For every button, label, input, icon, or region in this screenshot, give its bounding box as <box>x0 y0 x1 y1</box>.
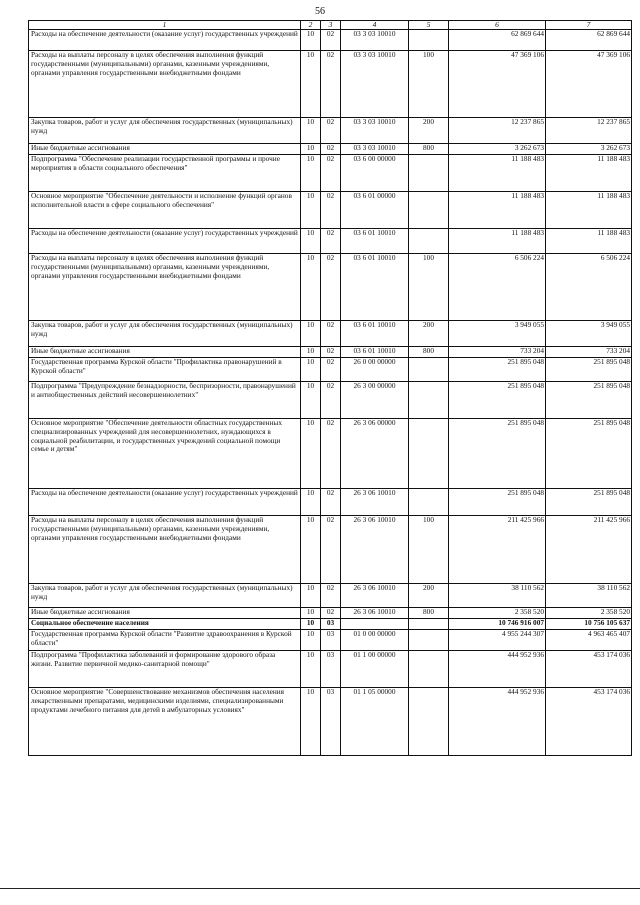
row-expense-type <box>409 630 449 651</box>
col-header-csr: 4 <box>341 21 409 30</box>
table-row <box>29 608 632 619</box>
row-expense-type <box>409 30 449 51</box>
row-expense-type: 800 <box>409 347 449 358</box>
col-header-pr: 3 <box>321 21 341 30</box>
row-subsection: 02 <box>321 321 341 347</box>
table-row <box>29 321 632 347</box>
row-subsection: 02 <box>321 30 341 51</box>
table-row <box>29 229 632 254</box>
row-amount-year1: 11 188 483 <box>449 192 546 229</box>
row-name: Закупка товаров, работ и услуг для обеспечения государственных (муниципальных) нужд <box>29 118 301 144</box>
table-row <box>29 155 632 192</box>
row-amount-year2: 11 188 483 <box>546 192 632 229</box>
row-amount-year1: 38 110 562 <box>449 584 546 608</box>
row-target-article: 03 6 00 00000 <box>341 155 409 192</box>
table-row <box>29 651 632 688</box>
budget-table <box>28 20 632 756</box>
row-amount-year2: 251 895 048 <box>546 358 632 382</box>
row-expense-type <box>409 192 449 229</box>
row-amount-year2: 453 174 036 <box>546 651 632 688</box>
row-expense-type: 100 <box>409 516 449 584</box>
row-name: Расходы на выплаты персоналу в целях обеспечения выполнения функций государственными (муниципальными) органами, казенными учреждениями, органами управления государственными внебюджетными фондами <box>29 51 301 118</box>
row-section: 10 <box>301 192 321 229</box>
row-section: 10 <box>301 651 321 688</box>
row-section: 10 <box>301 584 321 608</box>
row-amount-year1: 251 895 048 <box>449 358 546 382</box>
row-target-article: 03 3 03 10010 <box>341 144 409 155</box>
row-subsection: 02 <box>321 347 341 358</box>
table-row <box>29 254 632 321</box>
row-target-article: 03 6 01 10010 <box>341 347 409 358</box>
row-amount-year1: 251 895 048 <box>449 489 546 516</box>
table-row <box>29 489 632 516</box>
row-amount-year2: 251 895 048 <box>546 419 632 489</box>
row-amount-year1: 62 869 644 <box>449 30 546 51</box>
row-name: Основное мероприятие "Обеспечение деятельности и исполнение функций органов исполнительной власти в сфере социального обеспечения" <box>29 192 301 229</box>
row-amount-year2: 11 188 483 <box>546 229 632 254</box>
row-amount-year2: 4 963 465 407 <box>546 630 632 651</box>
row-amount-year2: 11 188 483 <box>546 155 632 192</box>
row-subsection: 02 <box>321 584 341 608</box>
row-section: 10 <box>301 254 321 321</box>
table-row <box>29 584 632 608</box>
row-name: Расходы на обеспечение деятельности (оказание услуг) государственных учреждений <box>29 30 301 51</box>
row-amount-year1: 733 204 <box>449 347 546 358</box>
row-amount-year2: 2 358 520 <box>546 608 632 619</box>
row-amount-year2: 62 869 644 <box>546 30 632 51</box>
row-subsection: 02 <box>321 192 341 229</box>
row-target-article: 26 3 06 10010 <box>341 584 409 608</box>
row-subsection: 02 <box>321 118 341 144</box>
row-subsection: 02 <box>321 489 341 516</box>
row-target-article: 26 0 00 00000 <box>341 358 409 382</box>
row-amount-year1: 444 952 936 <box>449 688 546 756</box>
row-section: 10 <box>301 30 321 51</box>
row-target-article: 03 6 01 10010 <box>341 254 409 321</box>
row-subsection: 02 <box>321 608 341 619</box>
row-amount-year2: 38 110 562 <box>546 584 632 608</box>
row-amount-year1: 12 237 865 <box>449 118 546 144</box>
row-subsection: 02 <box>321 144 341 155</box>
col-header-year1: 6 <box>449 21 546 30</box>
col-header-rz: 2 <box>301 21 321 30</box>
table-row <box>29 144 632 155</box>
row-target-article: 01 1 00 00000 <box>341 651 409 688</box>
row-expense-type <box>409 229 449 254</box>
row-section: 10 <box>301 358 321 382</box>
row-target-article: 26 3 00 00000 <box>341 382 409 419</box>
row-subsection: 02 <box>321 155 341 192</box>
row-expense-type: 200 <box>409 584 449 608</box>
row-expense-type: 200 <box>409 118 449 144</box>
row-subsection: 02 <box>321 229 341 254</box>
row-target-article: 03 6 01 10010 <box>341 229 409 254</box>
row-amount-year2: 10 756 105 637 <box>546 619 632 630</box>
row-amount-year1: 2 358 520 <box>449 608 546 619</box>
row-target-article: 03 3 03 10010 <box>341 51 409 118</box>
row-section: 10 <box>301 489 321 516</box>
row-name: Основное мероприятие "Обеспечение деятельности областных государственных специализированных учреждений для несовершеннолетних, нуждающихся в социальной реабилитации, и государственных учреждений социальной помощи семье и детям" <box>29 419 301 489</box>
row-subsection: 03 <box>321 619 341 630</box>
row-amount-year1: 11 188 483 <box>449 229 546 254</box>
row-target-article: 26 3 06 10010 <box>341 516 409 584</box>
row-name: Подпрограмма "Профилактика заболеваний и формирование здорового образа жизни. Развитие первичной медико-санитарной помощи" <box>29 651 301 688</box>
row-section: 10 <box>301 516 321 584</box>
row-name: Социальное обеспечение населения <box>29 619 301 630</box>
row-section: 10 <box>301 608 321 619</box>
row-name: Подпрограмма "Обеспечение реализации государственной программы и прочие мероприятия в области социального обеспечения" <box>29 155 301 192</box>
row-amount-year2: 3 949 055 <box>546 321 632 347</box>
row-name: Расходы на обеспечение деятельности (оказание услуг) государственных учреждений <box>29 489 301 516</box>
row-subsection: 02 <box>321 382 341 419</box>
row-section: 10 <box>301 51 321 118</box>
row-amount-year1: 251 895 048 <box>449 382 546 419</box>
row-expense-type: 200 <box>409 321 449 347</box>
row-expense-type <box>409 155 449 192</box>
table-row <box>29 382 632 419</box>
row-amount-year2: 733 204 <box>546 347 632 358</box>
row-name: Подпрограмма "Предупреждение безнадзорности, беспризорности, правонарушений и антиобщественных действий несовершеннолетних" <box>29 382 301 419</box>
row-expense-type: 800 <box>409 144 449 155</box>
row-expense-type: 100 <box>409 51 449 118</box>
row-name: Расходы на выплаты персоналу в целях обеспечения выполнения функций государственными (муниципальными) органами, казенными учреждениями, органами управления государственными внебюджетными фондами <box>29 516 301 584</box>
row-target-article: 26 3 06 00000 <box>341 419 409 489</box>
row-name: Расходы на выплаты персоналу в целях обеспечения выполнения функций государственными (муниципальными) органами, казенными учреждениями, органами управления государственными внебюджетными фондами <box>29 254 301 321</box>
row-name: Закупка товаров, работ и услуг для обеспечения государственных (муниципальных) нужд <box>29 584 301 608</box>
row-amount-year1: 211 425 966 <box>449 516 546 584</box>
row-target-article: 26 3 06 10010 <box>341 489 409 516</box>
page-number: 56 <box>315 6 325 17</box>
row-expense-type <box>409 382 449 419</box>
row-amount-year2: 47 369 106 <box>546 51 632 118</box>
row-name: Иные бюджетные ассигнования <box>29 347 301 358</box>
row-section: 10 <box>301 619 321 630</box>
row-subsection: 03 <box>321 688 341 756</box>
row-section: 10 <box>301 347 321 358</box>
table-row <box>29 51 632 118</box>
row-section: 10 <box>301 118 321 144</box>
col-header-vr: 5 <box>409 21 449 30</box>
row-section: 10 <box>301 321 321 347</box>
table-row <box>29 358 632 382</box>
table-row <box>29 347 632 358</box>
row-target-article: 01 1 05 00000 <box>341 688 409 756</box>
row-subsection: 02 <box>321 51 341 118</box>
row-subsection: 03 <box>321 630 341 651</box>
row-subsection: 02 <box>321 516 341 584</box>
row-name: Основное мероприятие "Совершенствование механизмов обеспечения населения лекарственными препаратами, медицинскими изделиями, специализированными продуктами лечебного питания для детей в амбулаторных условиях" <box>29 688 301 756</box>
row-target-article: 03 6 01 10010 <box>341 321 409 347</box>
row-expense-type <box>409 489 449 516</box>
row-target-article: 03 3 03 10010 <box>341 118 409 144</box>
row-target-article: 01 0 00 00000 <box>341 630 409 651</box>
row-amount-year2: 211 425 966 <box>546 516 632 584</box>
row-name: Государственная программа Курской области "Профилактика правонарушений в Курской области" <box>29 358 301 382</box>
row-subsection: 02 <box>321 358 341 382</box>
row-amount-year1: 3 949 055 <box>449 321 546 347</box>
header-row <box>29 21 632 30</box>
row-amount-year2: 251 895 048 <box>546 489 632 516</box>
row-amount-year2: 251 895 048 <box>546 382 632 419</box>
row-name: Иные бюджетные ассигнования <box>29 144 301 155</box>
bottom-rule <box>0 888 640 889</box>
col-header-year2: 7 <box>546 21 632 30</box>
row-section: 10 <box>301 419 321 489</box>
table-row <box>29 688 632 756</box>
row-expense-type: 800 <box>409 608 449 619</box>
row-name: Расходы на обеспечение деятельности (оказание услуг) государственных учреждений <box>29 229 301 254</box>
table-row <box>29 630 632 651</box>
row-amount-year1: 251 895 048 <box>449 419 546 489</box>
row-expense-type <box>409 358 449 382</box>
row-expense-type <box>409 419 449 489</box>
row-amount-year1: 444 952 936 <box>449 651 546 688</box>
table-body <box>29 30 632 756</box>
row-expense-type <box>409 651 449 688</box>
row-amount-year1: 11 188 483 <box>449 155 546 192</box>
row-target-article <box>341 619 409 630</box>
row-section: 10 <box>301 630 321 651</box>
row-expense-type <box>409 688 449 756</box>
table-row <box>29 516 632 584</box>
row-target-article: 26 3 06 10010 <box>341 608 409 619</box>
row-target-article: 03 6 01 00000 <box>341 192 409 229</box>
col-header-name: 1 <box>29 21 301 30</box>
row-expense-type <box>409 619 449 630</box>
table-row <box>29 192 632 229</box>
row-amount-year1: 47 369 106 <box>449 51 546 118</box>
table-row <box>29 419 632 489</box>
row-name: Государственная программа Курской области "Развитие здравоохранения в Курской области" <box>29 630 301 651</box>
row-name: Иные бюджетные ассигнования <box>29 608 301 619</box>
row-section: 10 <box>301 688 321 756</box>
row-expense-type: 100 <box>409 254 449 321</box>
row-amount-year2: 3 262 673 <box>546 144 632 155</box>
table-row <box>29 30 632 51</box>
row-section: 10 <box>301 144 321 155</box>
row-amount-year2: 12 237 865 <box>546 118 632 144</box>
row-subsection: 02 <box>321 254 341 321</box>
row-amount-year1: 3 262 673 <box>449 144 546 155</box>
row-name: Закупка товаров, работ и услуг для обеспечения государственных (муниципальных) нужд <box>29 321 301 347</box>
row-section: 10 <box>301 155 321 192</box>
row-target-article: 03 3 03 10010 <box>341 30 409 51</box>
row-amount-year1: 6 506 224 <box>449 254 546 321</box>
row-amount-year2: 6 506 224 <box>546 254 632 321</box>
row-amount-year1: 4 955 244 307 <box>449 630 546 651</box>
row-section: 10 <box>301 382 321 419</box>
table-row <box>29 118 632 144</box>
row-amount-year1: 10 746 916 007 <box>449 619 546 630</box>
table-row <box>29 619 632 630</box>
row-subsection: 03 <box>321 651 341 688</box>
row-subsection: 02 <box>321 419 341 489</box>
row-section: 10 <box>301 229 321 254</box>
row-amount-year2: 453 174 036 <box>546 688 632 756</box>
